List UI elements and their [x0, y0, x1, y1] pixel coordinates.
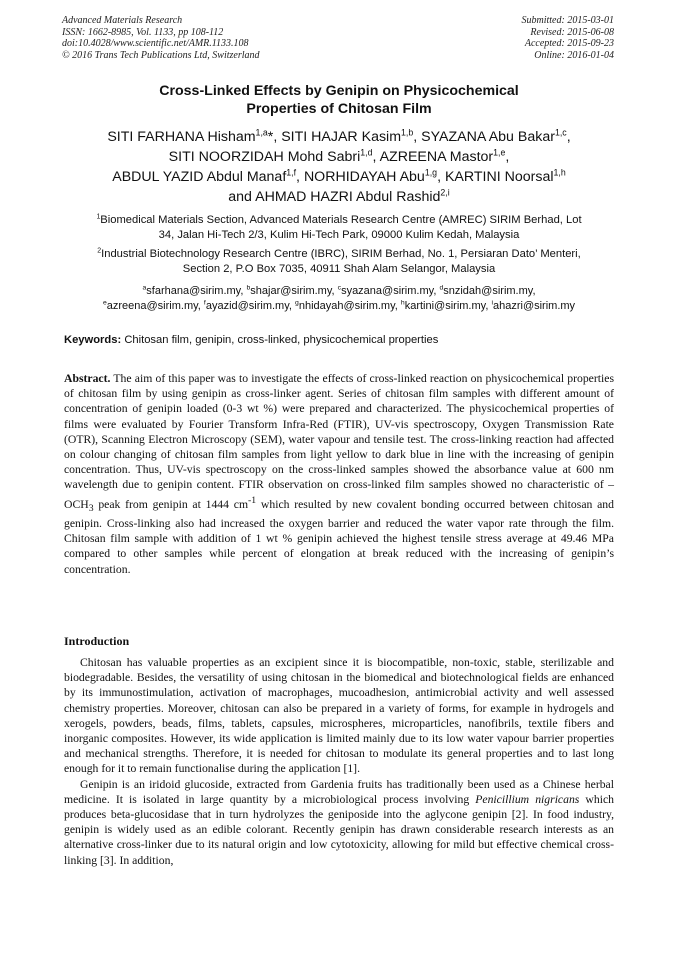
email-sup: b — [246, 284, 251, 292]
title-line-1: Cross-Linked Effects by Genipin on Physicochemical — [159, 83, 519, 99]
author-line-4 — [48, 187, 630, 207]
affiliation-text: 34, Jalan Hi-Tech 2/3, Kulim Hi-Tech Park, 09000 Kulim Kedah, Malaysia — [158, 228, 520, 241]
author-sep: , — [273, 129, 282, 145]
author-sep: , — [372, 149, 380, 165]
online-date: Online: 2016-01-04 — [534, 49, 614, 61]
author-sup: 1,e — [493, 147, 506, 158]
author-emails — [56, 284, 622, 313]
author-name: KARTINI Noorsal — [444, 169, 554, 185]
email-line-2: $^e$azreena@sirim.my, $^f$ayazid@sirim.my, $^g$nhidayah@sirim.my, $^h$kartini@sirim.my, $^i$ahazri@sirim.my — [102, 298, 576, 312]
abstract — [64, 371, 614, 577]
email-link[interactable]: ahazri@sirim.my — [492, 299, 576, 312]
author-name: AZREENA Mastor — [379, 149, 494, 165]
affiliation-line — [60, 213, 618, 228]
author-name: SITI HAJAR Kasim — [281, 129, 402, 145]
author-name: SYAZANA Abu Bakar — [421, 129, 555, 145]
introduction-body — [64, 655, 614, 868]
author-sep: , — [505, 149, 510, 165]
email-link[interactable]: nhidayah@sirim.my — [298, 299, 395, 312]
email-link[interactable]: kartini@sirim.my — [404, 299, 486, 312]
subscript: 3 — [88, 502, 94, 514]
species-name: Penicillium nigricans — [475, 792, 580, 806]
corresponding-mark: * — [267, 129, 274, 145]
affiliation-sup: 2 — [97, 247, 102, 255]
author-sep: , — [296, 169, 304, 185]
author-sup: 1,g — [424, 167, 438, 178]
email-sup: d — [439, 284, 444, 292]
author-sup: 2,i — [440, 187, 450, 198]
email-sup: i — [491, 298, 493, 306]
journal-issn: ISSN: 1662-8985, Vol. 1133, pp 108-112 — [62, 26, 224, 38]
keywords-label: Keywords: — [64, 334, 122, 346]
email-link[interactable]: snzidah@sirim.my — [443, 285, 533, 297]
author-list — [48, 127, 630, 207]
author-name: SITI FARHANA Hisham — [107, 129, 256, 145]
submission-dates — [522, 15, 615, 61]
author-name: SITI NOORZIDAH Mohd Sabri — [168, 149, 361, 165]
paragraph-text: which produces beta-glucosidase that in turn hydrolyzes the geniposide into the aglycone genipin [2]. In food industry, genipin is widely used as an edible colorant. Recently genipin has drawn considerable research interests as an alternative cross-linker due to its natural origin and low cytotoxicity, allowing for mild but effective chemical cross-linking [3]. In addition, — [64, 792, 614, 867]
section-heading-introduction: Introduction — [64, 634, 130, 648]
keywords — [64, 334, 624, 346]
email-link[interactable]: azreena@sirim.my — [106, 299, 198, 312]
email-line-1: $^a$sfarhana@sirim.my, $^b$shajar@sirim.my, $^c$syazana@sirim.my, $^d$snzidah@sirim.my, — [142, 284, 536, 297]
author-sep: , — [437, 169, 445, 185]
email-sup: e — [102, 298, 107, 306]
author-line-1 — [48, 127, 630, 147]
affiliation-line — [60, 247, 618, 262]
email-link[interactable]: syazana@sirim.my — [341, 285, 434, 297]
abstract-text: The aim of this paper was to investigate the effects of cross-linked reaction on physicochemical properties of chitosan film by using genipin as cross-linker agent. Series of chitosan film samples with different amount of concentration of genipin loaded (0-3 wt %) were prepared and characterized. The physicochemical properties of films were evaluated by Fourier Transform Infra-Red (FTIR), UV-vis spectroscopy, Oxygen Transmission Rate (OTR), Scanning Electron Microscopy (SEM), water vapour and tensile test. The cross-linking reaction had affected on colour changing of chitosan film samples from light yellow to dark blue in line with the increasing of genipin concentration. Thus, UV-vis spectroscopy on the cross-linked samples showed the absorbance value at 600 nm wavelength due to genipin content. FTIR observation on cross-linked film samples showed no characteristic of –OCH — [64, 372, 614, 511]
author-name: and AHMAD HAZRI Abdul Rashid — [228, 189, 441, 205]
journal-doi: doi:10.4028/www.scientific.net/AMR.1133.108 — [62, 38, 249, 50]
affiliation-2 — [60, 247, 618, 276]
email-link[interactable]: sfarhana@sirim.my — [146, 285, 241, 297]
accepted-date: Accepted: 2015-09-23 — [524, 38, 614, 50]
revised-date: Revised: 2015-06-08 — [530, 26, 614, 38]
journal-copyright: © 2016 Trans Tech Publications Ltd, Switzerland — [62, 49, 260, 61]
author-sup: 1,f — [286, 167, 297, 178]
paragraph: Chitosan has valuable properties as an excipient since it is biocompatible, non-toxic, stable, sterilizable and biodegradable. Besides, the versatility of using chitosan in the biomedical and biotechnological fields are enhanced by its immunostimulation, activation of macrophages, mucoadhesion, antimicrobial activity and well assessed chemistry properties. Moreover, chitosan can also be prepared in a variety of forms, for example in hydrogels and xerogels, powders, beads, films, tablets, capsules, microspheres, microparticles, nanofibrils, textile fibers and inorganic composites. However, its wide application is limited mainly due to its low water vapour barrier properties and mechanical strengths. Therefore, it is needed for chitosan to modulate its general properties and to last long enough for it to remain functionalise during the application [1]. — [64, 656, 614, 776]
author-sup: 1,d — [360, 147, 373, 158]
email-sup: c — [337, 284, 342, 292]
author-sup: 1,a — [255, 127, 268, 138]
superscript: -1 — [248, 494, 257, 506]
author-sup: 1,b — [401, 127, 414, 138]
author-name: ABDUL YAZID Abdul Manaf — [112, 169, 287, 185]
abstract-label: Abstract. — [64, 372, 111, 385]
paragraph-text: Genipin is an iridoid glucoside, extracted from Gardenia fruits has traditionally been used as a Chinese herbal medicine. It is isolated in large quantity by a microbiological process involving — [64, 777, 614, 806]
abstract-text: which resulted by new covalent bonding occurred between chitosan and genipin. Cross-linking also had increased the oxygen barrier and reduced the water vapor rate through the film. Chitosan film sample with addition of 1 wt % genipin achieved the highest tensile stress average at 49.46 MPa compared to other samples while percent of elongation at break reduced with the increasing of genipin’s concentration. — [64, 497, 614, 576]
author-sup: 1,h — [553, 167, 566, 178]
author-sup: 1,c — [554, 127, 567, 138]
email-sup: g — [295, 298, 299, 306]
paragraph — [64, 777, 614, 868]
email-sup: f — [203, 298, 206, 306]
title-line-2: Properties of Chitosan Film — [246, 101, 432, 117]
affiliation-1 — [60, 213, 618, 242]
submitted-date: Submitted: 2015-03-01 — [521, 15, 614, 26]
email-link[interactable]: ayazid@sirim.my — [205, 299, 289, 312]
author-line-3 — [48, 167, 630, 187]
affiliation-text: Industrial Biotechnology Research Centre (IBRC), SIRIM Berhad, No. 1, Persiaran Dato’ Menteri, — [101, 248, 581, 260]
journal-name: Advanced Materials Research — [62, 15, 183, 26]
email-sup: h — [400, 298, 405, 306]
abstract-text: peak from genipin at 1444 cm — [93, 497, 249, 511]
email-link[interactable]: shajar@sirim.my — [250, 285, 332, 297]
journal-header — [62, 15, 260, 61]
keywords-text: Chitosan film, genipin, cross-linked, physicochemical properties — [124, 334, 439, 346]
paper-title — [60, 82, 618, 118]
email-sup: a — [142, 284, 147, 292]
affiliation-text: Biomedical Materials Section, Advanced Materials Research Centre (AMREC) SIRIM Berhad, Lot — [100, 214, 582, 226]
affiliation-text: Section 2, P.O Box 7035, 40911 Shah Alam Selangor, Malaysia — [182, 262, 496, 275]
author-line-2 — [48, 147, 630, 167]
author-name: NORHIDAYAH Abu — [303, 169, 425, 185]
author-sep: , — [413, 129, 422, 145]
author-sep: , — [566, 129, 571, 145]
affiliation-sup: 1 — [96, 213, 101, 221]
